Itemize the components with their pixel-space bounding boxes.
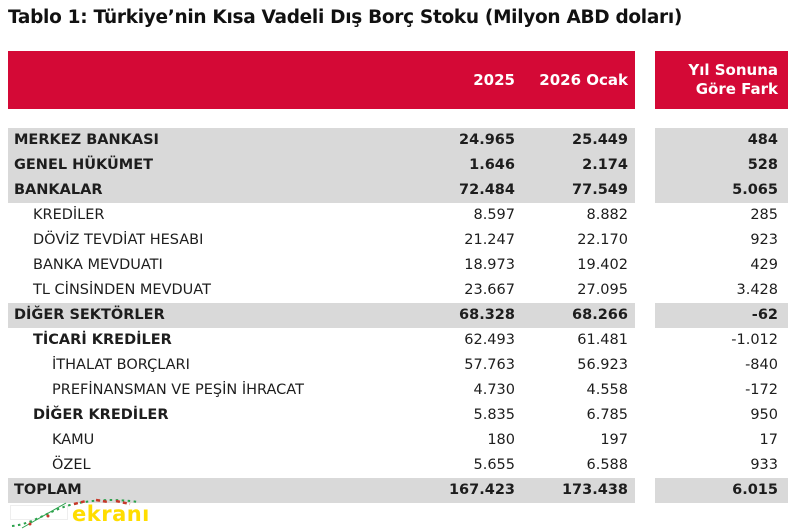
value-2025: 5.655 bbox=[473, 457, 515, 473]
table-row-main bbox=[8, 203, 635, 228]
value-diff: 950 bbox=[750, 407, 778, 423]
value-2025: 18.973 bbox=[464, 257, 515, 273]
value-diff: 484 bbox=[655, 128, 788, 153]
header-main-band bbox=[8, 51, 635, 109]
table-row bbox=[8, 353, 788, 378]
table-row bbox=[8, 278, 788, 303]
row-label: GENEL HÜKÜMET bbox=[14, 157, 154, 173]
table-header bbox=[8, 51, 788, 109]
watermark-text: ekranı bbox=[72, 502, 150, 526]
table-row-main bbox=[8, 428, 635, 453]
table-row-main bbox=[8, 228, 635, 253]
table-row bbox=[8, 453, 788, 478]
table-row-main bbox=[8, 378, 635, 403]
value-2025: 62.493 bbox=[464, 332, 515, 348]
value-2025: 1.646 bbox=[469, 157, 515, 173]
table-row-main bbox=[8, 353, 635, 378]
value-2026-ocak: 27.095 bbox=[577, 282, 628, 298]
table-row bbox=[8, 228, 788, 253]
value-2026-ocak: 6.785 bbox=[586, 407, 628, 423]
row-label: TL CİNSİNDEN MEVDUAT bbox=[33, 282, 211, 298]
value-2025: 5.835 bbox=[473, 407, 515, 423]
page-title: Tablo 1: Türkiye’nin Kısa Vadeli Dış Borç Stoku (Milyon ABD doları) bbox=[8, 7, 683, 28]
value-diff: 528 bbox=[655, 153, 788, 178]
table-row bbox=[8, 328, 788, 353]
site-watermark-logo bbox=[8, 496, 188, 529]
value-2025: 167.423 bbox=[448, 482, 515, 498]
row-label: TOPLAM bbox=[14, 482, 82, 498]
value-diff: 933 bbox=[750, 457, 778, 473]
column-header-2026-ocak: 2026 Ocak bbox=[539, 71, 628, 89]
value-2025: 8.597 bbox=[473, 207, 515, 223]
table-row-main bbox=[8, 303, 635, 328]
value-2025: 23.667 bbox=[464, 282, 515, 298]
table-row bbox=[8, 178, 788, 203]
value-2026-ocak: 22.170 bbox=[577, 232, 628, 248]
value-2026-ocak: 19.402 bbox=[577, 257, 628, 273]
row-label: DİĞER SEKTÖRLER bbox=[14, 307, 165, 323]
value-2025: 57.763 bbox=[464, 357, 515, 373]
value-2026-ocak: 68.266 bbox=[572, 307, 628, 323]
table-body bbox=[8, 128, 788, 503]
table-row-main bbox=[8, 178, 635, 203]
table-row bbox=[8, 153, 788, 178]
value-2025: 68.328 bbox=[459, 307, 515, 323]
table-row-main bbox=[8, 403, 635, 428]
table-row-main bbox=[8, 153, 635, 178]
value-2025: 21.247 bbox=[464, 232, 515, 248]
row-label: TİCARİ KREDİLER bbox=[33, 332, 172, 348]
value-2026-ocak: 25.449 bbox=[572, 132, 628, 148]
value-2026-ocak: 8.882 bbox=[586, 207, 628, 223]
table-row bbox=[8, 378, 788, 403]
value-2026-ocak: 2.174 bbox=[582, 157, 628, 173]
value-2025: 180 bbox=[487, 432, 515, 448]
column-header-diff-line2: Göre Fark bbox=[695, 80, 778, 98]
value-diff: -840 bbox=[745, 357, 778, 373]
value-2026-ocak: 6.588 bbox=[586, 457, 628, 473]
row-label: KREDİLER bbox=[33, 207, 105, 223]
value-diff: -172 bbox=[745, 382, 778, 398]
value-diff: 923 bbox=[750, 232, 778, 248]
value-2026-ocak: 77.549 bbox=[572, 182, 628, 198]
table-row bbox=[8, 428, 788, 453]
value-2025: 24.965 bbox=[459, 132, 515, 148]
table-row-main bbox=[8, 128, 635, 153]
value-2026-ocak: 173.438 bbox=[561, 482, 628, 498]
table-row-main bbox=[8, 328, 635, 353]
value-diff: 285 bbox=[750, 207, 778, 223]
table-row bbox=[8, 303, 788, 328]
value-2026-ocak: 4.558 bbox=[586, 382, 628, 398]
value-2026-ocak: 61.481 bbox=[577, 332, 628, 348]
row-label: DÖVİZ TEVDİAT HESABI bbox=[33, 232, 204, 248]
value-diff: -1.012 bbox=[731, 332, 778, 348]
value-2025: 4.730 bbox=[473, 382, 515, 398]
value-2025: 72.484 bbox=[459, 182, 515, 198]
table-row-main bbox=[8, 453, 635, 478]
row-label: ÖZEL bbox=[52, 457, 91, 473]
column-header-2025: 2025 bbox=[473, 71, 515, 89]
table-row-main bbox=[8, 253, 635, 278]
column-header-diff bbox=[655, 51, 788, 109]
table-row-main bbox=[8, 278, 635, 303]
value-diff: 429 bbox=[750, 257, 778, 273]
value-2026-ocak: 56.923 bbox=[577, 357, 628, 373]
table-row bbox=[8, 253, 788, 278]
value-diff: -62 bbox=[655, 303, 788, 328]
value-diff: 17 bbox=[759, 432, 778, 448]
row-label: DİĞER KREDİLER bbox=[33, 407, 169, 423]
value-2026-ocak: 197 bbox=[600, 432, 628, 448]
column-header-diff-line1: Yıl Sonuna bbox=[688, 61, 778, 79]
value-diff: 6.015 bbox=[655, 478, 788, 503]
row-label: BANKA MEVDUATI bbox=[33, 257, 163, 273]
row-label: PREFİNANSMAN VE PEŞİN İHRACAT bbox=[52, 382, 304, 398]
value-diff: 3.428 bbox=[736, 282, 778, 298]
table-row bbox=[8, 403, 788, 428]
row-label: BANKALAR bbox=[14, 182, 103, 198]
table-row bbox=[8, 203, 788, 228]
row-label: KAMU bbox=[52, 432, 95, 448]
table-row bbox=[8, 128, 788, 153]
row-label: İTHALAT BORÇLARI bbox=[52, 357, 190, 373]
value-diff: 5.065 bbox=[655, 178, 788, 203]
row-label: MERKEZ BANKASI bbox=[14, 132, 159, 148]
